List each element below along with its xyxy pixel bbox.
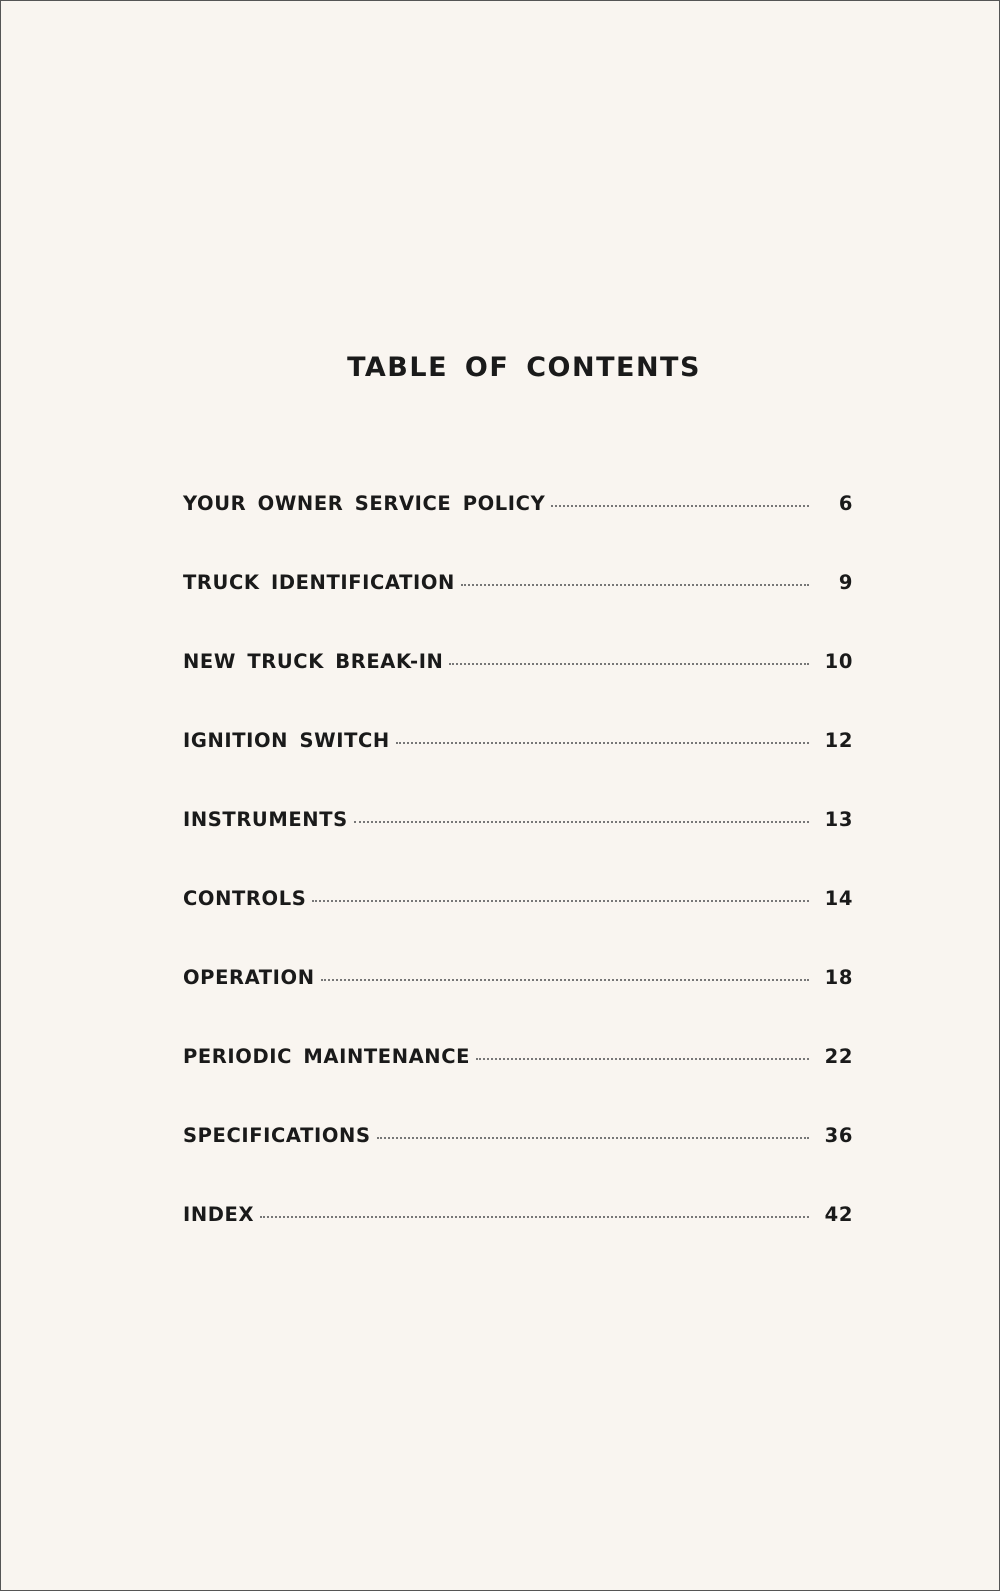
toc-entry	[183, 966, 853, 1045]
dot-leader	[260, 1216, 809, 1218]
dot-leader	[396, 742, 809, 744]
toc-entry	[183, 1124, 853, 1203]
dot-leader	[312, 900, 809, 902]
toc-entry-label: CONTROLS	[183, 887, 307, 910]
toc-entry	[183, 808, 853, 887]
toc-entry-label: INDEX	[183, 1203, 255, 1226]
dot-leader	[354, 821, 809, 823]
toc-entry-label: PERIODIC MAINTENANCE	[183, 1045, 471, 1068]
toc-entry	[183, 650, 853, 729]
toc-entry-label: NEW TRUCK BREAK-IN	[183, 650, 444, 673]
dot-leader	[321, 979, 809, 981]
page-title: TABLE OF CONTENTS	[347, 352, 701, 383]
dot-leader	[449, 663, 809, 665]
toc-entry-page: 36	[824, 1124, 853, 1147]
toc-entry	[183, 729, 853, 808]
toc-entry-page: 9	[838, 571, 853, 594]
table-of-contents	[183, 492, 853, 1282]
dot-leader	[377, 1137, 809, 1139]
toc-entry-label: INSTRUMENTS	[183, 808, 348, 831]
toc-entry-page: 12	[824, 729, 853, 752]
toc-entry-page: 6	[838, 492, 853, 515]
toc-entry-label: OPERATION	[183, 966, 315, 989]
toc-entry-label: SPECIFICATIONS	[183, 1124, 371, 1147]
toc-entry-label: YOUR OWNER SERVICE POLICY	[183, 492, 546, 515]
toc-entry-page: 13	[824, 808, 853, 831]
dot-leader	[476, 1058, 809, 1060]
toc-entry-label: IGNITION SWITCH	[183, 729, 390, 752]
dot-leader	[551, 505, 809, 507]
toc-entry-page: 10	[824, 650, 853, 673]
toc-entry-page: 22	[824, 1045, 853, 1068]
toc-entry	[183, 1203, 853, 1282]
toc-entry	[183, 1045, 853, 1124]
toc-entry-label: TRUCK IDENTIFICATION	[183, 571, 455, 594]
dot-leader	[461, 584, 809, 586]
toc-entry	[183, 492, 853, 571]
toc-entry-page: 18	[824, 966, 853, 989]
toc-entry-page: 42	[824, 1203, 853, 1226]
toc-entry	[183, 887, 853, 966]
toc-entry	[183, 571, 853, 650]
toc-entry-page: 14	[824, 887, 853, 910]
